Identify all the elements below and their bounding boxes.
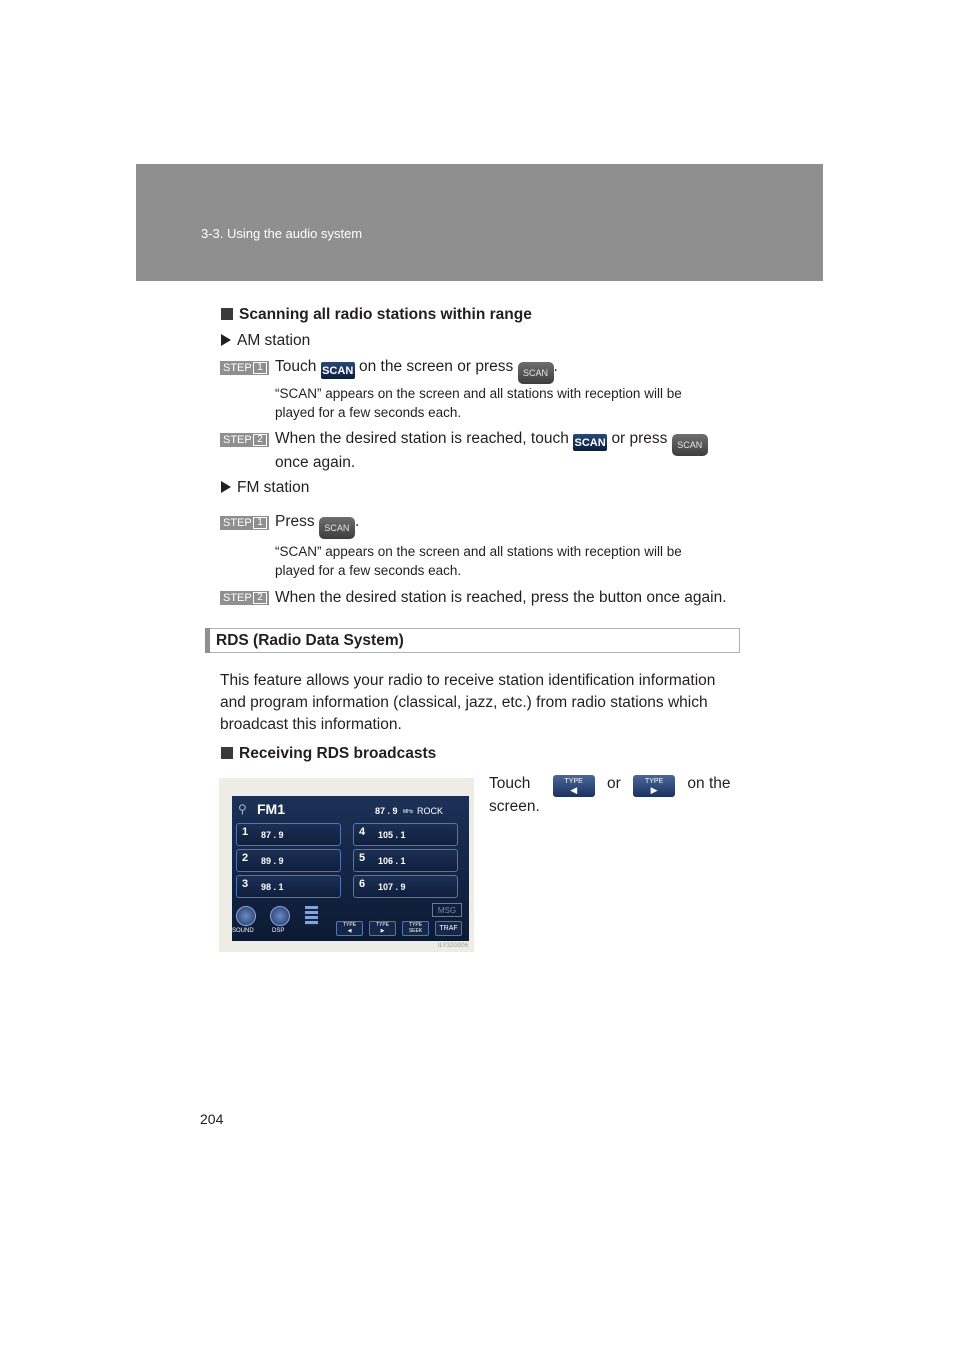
rds-step1-text: Touch TYPE ◀ or TYPE ▶ on the — [489, 775, 731, 795]
step-badge: STEP 2 — [220, 591, 269, 605]
scan-screen-button: SCAN — [573, 434, 607, 451]
am-step1-note: “SCAN” appears on the screen and all stations with reception will be played for a few seconds each. — [275, 386, 682, 420]
fm-step1-note: “SCAN” appears on the screen and all stations with reception will be played for a few seconds each. — [275, 544, 682, 578]
step-badge: STEP 2 — [220, 433, 269, 447]
scan-hardware-button: SCAN — [672, 434, 708, 456]
square-bullet-icon — [221, 747, 233, 759]
preset-button: 6 107 . 9 — [353, 875, 458, 898]
illustration-code: ILY32G006 — [438, 943, 468, 949]
fm-station-label: FM station — [221, 479, 309, 497]
radio-display — [232, 796, 469, 941]
am-step1-text: Touch SCAN on the screen or press SCAN . — [275, 358, 558, 384]
page-number: 204 — [200, 1111, 224, 1127]
type-left-screen-button: TYPE ◀ — [336, 921, 363, 936]
fm-step1-text: Press SCAN . — [275, 513, 359, 539]
frequency-unit: MHz — [403, 809, 414, 815]
preset-button: 2 89 . 9 — [236, 849, 341, 872]
sound-knob-icon — [236, 906, 256, 926]
fm-step2-text: When the desired station is reached, press the button once again. — [275, 589, 727, 606]
genre-label: ROCK — [417, 806, 444, 816]
antenna-icon: ⚲ — [238, 802, 247, 816]
traf-screen-button: TRAF — [435, 921, 462, 936]
dsp-label: DSP — [272, 928, 285, 934]
section-marker — [205, 628, 210, 653]
preset-button: 5 106 . 1 — [353, 849, 458, 872]
triangle-bullet-icon — [221, 481, 231, 493]
scan-hardware-button: SCAN — [518, 362, 554, 384]
type-right-button: TYPE ▶ — [633, 775, 675, 797]
rds-step1-line2: screen. — [489, 798, 540, 815]
receiving-rds-heading: Receiving RDS broadcasts — [221, 745, 436, 763]
rds-description: This feature allows your radio to receive station identification information and program information (classical, jazz, etc.) from radio stations which broadcast this information. — [220, 672, 716, 733]
type-right-screen-button: TYPE ▶ — [369, 921, 396, 936]
am-station-label: AM station — [221, 332, 310, 350]
scan-hardware-button: SCAN — [319, 517, 355, 539]
rds-title: RDS (Radio Data System) — [216, 632, 404, 649]
section-title: 3-3. Using the audio system — [201, 226, 363, 241]
step-badge: STEP 1 — [220, 361, 269, 375]
equalizer-icon — [305, 906, 318, 926]
msg-button: MSG — [432, 903, 462, 917]
scanning-heading: Scanning all radio stations within range — [221, 306, 532, 324]
step-badge: STEP 1 — [220, 516, 269, 530]
dsp-knob-icon — [270, 906, 290, 926]
scan-screen-button: SCAN — [321, 362, 355, 379]
preset-button: 3 98 . 1 — [236, 875, 341, 898]
rds-section-header — [205, 628, 740, 653]
radio-screen-illustration — [219, 778, 474, 952]
preset-button: 4 105 . 1 — [353, 823, 458, 846]
type-seek-screen-button: TYPE SEEK — [402, 921, 429, 936]
preset-button: 1 87 . 9 — [236, 823, 341, 846]
band-label: FM1 — [257, 801, 285, 817]
square-bullet-icon — [221, 308, 233, 320]
current-frequency: 87 . 9 — [375, 806, 398, 816]
sound-label: SOUND — [232, 928, 254, 934]
triangle-bullet-icon — [221, 334, 231, 346]
page-header-bar — [136, 164, 823, 281]
type-left-button: TYPE ◀ — [553, 775, 595, 797]
am-step2-text: When the desired station is reached, touch SCAN or press SCAN — [275, 430, 708, 456]
am-step2-line2: once again. — [275, 454, 356, 471]
